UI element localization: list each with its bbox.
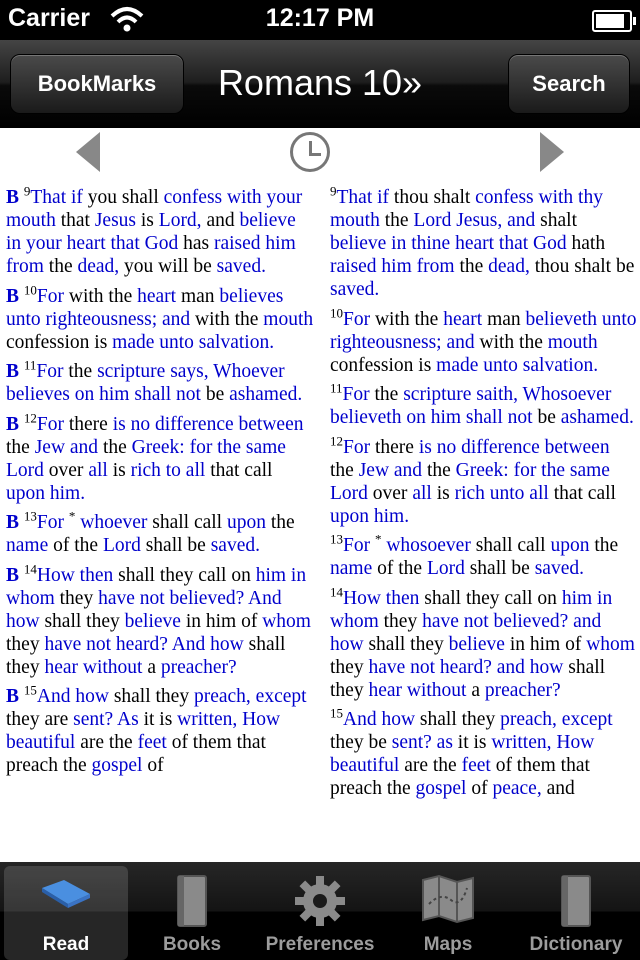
linked-word[interactable]: scripture saith, Whosoever believeth on him shall not (330, 384, 612, 428)
verse-text: that call (205, 459, 273, 481)
bookmark-marker[interactable]: B (6, 187, 24, 208)
verse-text: shall call (470, 535, 551, 556)
linked-word[interactable]: For (36, 512, 69, 533)
linked-word[interactable]: made unto salvation. (112, 331, 275, 353)
linked-word[interactable]: Greek: for the same Lord (6, 436, 286, 481)
linked-word[interactable]: dead, (77, 256, 120, 277)
verse-12-left[interactable] (6, 410, 314, 505)
verse-text: and (201, 210, 240, 231)
linked-word[interactable]: believe in your heart that God (6, 210, 296, 254)
verse-text: of the (372, 558, 427, 579)
linked-word[interactable]: For (343, 308, 371, 330)
history-clock-icon[interactable] (290, 132, 330, 172)
tab-read-label: Read (42, 934, 90, 955)
verse-text: the (6, 436, 35, 458)
verse-text: the (422, 459, 456, 481)
linked-word[interactable]: feet (137, 732, 167, 753)
verse-number: 11 (23, 357, 37, 373)
verse-text: shall they (6, 633, 286, 678)
linked-word[interactable]: hear without (368, 679, 467, 701)
linked-word[interactable]: For (36, 285, 64, 307)
verse-text: shall be (140, 535, 211, 556)
linked-word[interactable]: all (412, 482, 432, 504)
linked-word[interactable]: sent? As (73, 709, 139, 730)
linked-word[interactable]: Greek: for the same Lord (330, 459, 610, 504)
verse-text: is (107, 459, 131, 481)
linked-word[interactable]: heart (443, 308, 483, 330)
tab-preferences-label: Preferences (265, 934, 375, 955)
verse-11-left[interactable] (6, 357, 314, 406)
verse-text: shall they call on (113, 564, 256, 586)
linked-word[interactable]: believeth unto righteousness; and (330, 308, 637, 353)
tab-dictionary-label: Dictionary (529, 934, 623, 955)
linked-word[interactable]: believe (124, 610, 181, 632)
verse-number: 15 (23, 682, 37, 698)
verse-text: a (466, 679, 485, 701)
linked-word[interactable]: him in whom (6, 564, 307, 609)
linked-word[interactable]: How then (36, 564, 114, 586)
verse-text: it is (138, 709, 178, 730)
linked-word[interactable]: sent? as (391, 732, 453, 753)
linked-word[interactable]: upon him. (6, 482, 86, 504)
linked-word[interactable]: preach, except (500, 709, 613, 730)
linked-word[interactable]: have not believed? And how (6, 587, 282, 632)
verse-number: 10 (330, 305, 343, 320)
verse-text: they (378, 610, 423, 632)
verse-number: * (68, 508, 76, 524)
linked-word[interactable]: How then (343, 587, 420, 609)
tab-bar (0, 862, 640, 960)
verse-text: with the (190, 308, 264, 330)
linked-word[interactable]: whosoever (381, 535, 471, 556)
linked-word[interactable]: whom (262, 610, 311, 632)
verse-text: has (178, 233, 214, 254)
linked-word[interactable]: raised him from (330, 256, 455, 277)
linked-word[interactable]: all (88, 459, 108, 481)
verse-text: the (265, 512, 295, 533)
linked-word[interactable]: is no difference between (418, 436, 610, 458)
linked-word[interactable]: upon (226, 512, 266, 533)
linked-word[interactable]: believes unto righteousness; and (6, 285, 284, 330)
tab-maps-label: Maps (423, 934, 473, 955)
battery-icon (592, 10, 632, 32)
linked-word[interactable]: have not heard? and how (368, 656, 564, 678)
verse-13-right[interactable] (330, 531, 638, 580)
linked-word[interactable]: For (343, 436, 371, 458)
verse-13-left[interactable] (6, 508, 314, 557)
linked-word[interactable]: rich unto all (454, 482, 549, 504)
chapter-title[interactable]: Romans 10» (217, 62, 423, 103)
linked-word[interactable]: whom (586, 633, 635, 655)
linked-word[interactable]: rich to all (130, 459, 206, 481)
verse-text: thou shalt (389, 187, 476, 208)
verse-text: with the (63, 285, 138, 307)
verse-text: are the (75, 732, 138, 753)
verse-text: the (589, 535, 619, 556)
verse-text: man (176, 285, 220, 307)
verse-number: 9 (23, 183, 31, 199)
carrier-label: Carrier (8, 4, 90, 32)
gear-icon (293, 874, 347, 933)
verse-text: of them that preach the (330, 755, 590, 799)
navigation-bar (0, 40, 640, 129)
linked-word[interactable]: preach, except (193, 686, 307, 707)
verse-text: shall they (39, 610, 125, 632)
verse-text: be (532, 407, 561, 428)
verse-number: 12 (330, 433, 343, 448)
chapter-toolbar (0, 128, 640, 180)
bookmark-marker[interactable]: B (6, 285, 24, 307)
search-button[interactable]: Search (508, 54, 630, 114)
tab-preferences[interactable] (258, 866, 382, 960)
verse-text: they are (6, 709, 74, 730)
verse-text: of (142, 755, 164, 776)
linked-word[interactable]: have not heard? And how (44, 633, 244, 655)
verse-text: are the (399, 755, 462, 776)
linked-word[interactable]: Jew and (358, 459, 423, 481)
verse-text: they (54, 587, 99, 609)
verse-text: in him of (504, 633, 587, 655)
kjv-translation-column (330, 183, 638, 807)
verse-14-right[interactable] (330, 584, 638, 702)
linked-word[interactable]: mouth (547, 331, 598, 353)
verse-text: the (369, 384, 404, 405)
verse-text: it is (452, 732, 492, 753)
linked-word[interactable]: Lord, (158, 210, 202, 231)
verse-15-right[interactable] (330, 705, 638, 800)
verse-14-left[interactable] (6, 561, 314, 679)
verse-text: hath (566, 233, 606, 254)
verse-15-left[interactable] (6, 682, 314, 777)
verse-text: be (200, 384, 230, 405)
linked-word[interactable]: made unto salvation. (436, 354, 599, 376)
verse-text: of (466, 778, 493, 799)
previous-chapter-icon[interactable] (76, 132, 100, 172)
linked-word[interactable]: gospel (91, 755, 143, 776)
linked-word[interactable]: upon (550, 535, 590, 556)
verse-text: the (330, 459, 359, 481)
verse-text: in him of (180, 610, 263, 632)
linked-word[interactable]: Jesus (94, 210, 137, 231)
tab-maps[interactable] (386, 866, 510, 960)
verse-10-right[interactable] (330, 305, 638, 377)
linked-word[interactable]: Jew and (34, 436, 99, 458)
verse-text: is (136, 210, 159, 231)
verse-text: the (63, 361, 98, 382)
tab-books-label: Books (162, 934, 222, 955)
linked-word[interactable]: scripture says, Whoever believes on him shall not (6, 361, 285, 405)
linked-word[interactable]: written, How beautiful (6, 709, 281, 753)
verse-text: shall be (464, 558, 535, 579)
linked-word[interactable]: written, How beautiful (330, 732, 595, 776)
verse-text: that (55, 210, 95, 231)
linked-word[interactable]: upon him. (330, 505, 410, 527)
bookmark-marker[interactable]: B (6, 564, 24, 586)
verse-number: 12 (23, 410, 37, 425)
next-chapter-icon[interactable] (540, 132, 564, 172)
verse-text: the (43, 256, 78, 277)
verse-text: the (98, 436, 132, 458)
linked-word[interactable]: whoever (75, 512, 148, 533)
verse-12-right[interactable] (330, 433, 638, 528)
verse-9-right[interactable] (330, 183, 638, 301)
verse-text: shall call (147, 512, 227, 533)
verse-text: they be (330, 732, 392, 753)
verse-text: a (142, 656, 161, 678)
linked-word[interactable]: preacher? (484, 679, 561, 701)
linked-word[interactable]: believe in thine heart that God (330, 233, 567, 254)
verse-number: * (374, 531, 382, 547)
linked-word[interactable]: mouth (263, 308, 314, 330)
linked-word[interactable]: feet (461, 755, 491, 776)
bookmark-marker[interactable]: B (6, 361, 24, 382)
linked-word[interactable]: confess with thy mouth (330, 187, 603, 231)
verse-number: 11 (330, 380, 343, 396)
books-icon (172, 874, 212, 935)
linked-word[interactable]: name (6, 535, 49, 556)
linked-word[interactable]: is no difference between (112, 413, 304, 435)
status-bar (0, 0, 640, 40)
verse-text: shall they (108, 686, 194, 707)
verse-text: confession is (330, 354, 437, 376)
book-open-icon (38, 874, 94, 923)
verse-10-left[interactable] (6, 282, 314, 354)
verse-text: they (330, 656, 369, 678)
verse-text: that call (548, 482, 616, 504)
parallel-text-view[interactable] (0, 180, 640, 860)
verse-number: 15 (330, 705, 343, 721)
linked-word[interactable]: dead, (488, 256, 530, 277)
verse-text: they (6, 633, 45, 655)
verse-11-right[interactable] (330, 380, 638, 429)
map-icon (421, 874, 475, 929)
verse-text: the (379, 210, 414, 231)
linked-word[interactable]: For (36, 413, 64, 435)
linked-word[interactable]: have not believed? and how (330, 610, 602, 655)
linked-word[interactable]: That if (336, 187, 390, 208)
verse-text: shall they (330, 656, 606, 701)
verse-text: of them that preach the (6, 732, 266, 776)
verse-text: you will be (119, 256, 217, 277)
linked-word[interactable]: For (36, 361, 64, 382)
verse-number: 9 (330, 183, 337, 199)
linked-word[interactable]: Lord Jesus, and (413, 210, 536, 231)
verse-text: shalt (535, 210, 577, 231)
tab-read[interactable] (4, 866, 128, 960)
verse-text: over (367, 482, 413, 504)
linked-word[interactable]: name (330, 558, 373, 579)
modern-translation-column (6, 183, 314, 784)
verse-text: shall they (363, 633, 449, 655)
linked-word[interactable]: For (343, 535, 375, 556)
linked-word[interactable]: saved. (534, 558, 584, 579)
verse-number: 10 (23, 282, 37, 297)
linked-word[interactable]: That if (30, 187, 83, 208)
verse-text: thou shalt be (529, 256, 635, 277)
verse-text: confession is (6, 331, 113, 353)
bookmark-marker[interactable]: B (6, 413, 24, 435)
tab-dictionary[interactable] (514, 866, 638, 960)
clock-time: 12:17 PM (265, 4, 375, 32)
linked-word[interactable]: ashamed. (229, 384, 303, 405)
verse-number: 14 (330, 584, 343, 599)
bookmark-marker[interactable]: B (6, 512, 24, 533)
linked-word[interactable]: And how (36, 686, 109, 707)
linked-word[interactable]: heart (137, 285, 177, 307)
verse-text: over (43, 459, 89, 481)
verse-text: there (63, 413, 113, 435)
linked-word[interactable]: saved. (210, 535, 260, 556)
linked-word[interactable]: saved. (216, 256, 266, 277)
linked-word[interactable]: peace, (492, 778, 542, 799)
linked-word[interactable]: gospel (415, 778, 467, 799)
verse-text: and (541, 778, 575, 799)
linked-word[interactable]: And how (343, 709, 416, 730)
verse-text: shall they call on (419, 587, 562, 609)
verse-text: the (454, 256, 489, 277)
verse-text: of the (48, 535, 103, 556)
linked-word[interactable]: ashamed. (560, 407, 634, 428)
linked-word[interactable]: Lord (426, 558, 465, 579)
verse-number: 14 (23, 561, 37, 576)
linked-word[interactable]: raised him from (6, 233, 296, 277)
bookmark-marker[interactable]: B (6, 686, 24, 707)
linked-word[interactable]: hear without (44, 656, 143, 678)
linked-word[interactable]: confess with your mouth (6, 187, 303, 231)
dictionary-icon (556, 874, 596, 935)
linked-word[interactable]: preacher? (160, 656, 237, 678)
verse-text: shall they (415, 709, 501, 730)
verse-9-left[interactable] (6, 183, 314, 278)
verse-text: with the (474, 331, 548, 353)
verse-number: 13 (23, 508, 37, 524)
linked-word[interactable]: saved. (330, 279, 380, 300)
verse-text: is (431, 482, 455, 504)
tab-books[interactable] (130, 866, 254, 960)
verse-text: you shall (82, 187, 164, 208)
linked-word[interactable]: him in whom (330, 587, 613, 632)
bookmarks-button[interactable]: BookMarks (10, 54, 184, 114)
verse-text: there (370, 436, 419, 458)
linked-word[interactable]: For (342, 384, 370, 405)
linked-word[interactable]: believe (448, 633, 505, 655)
verse-number: 13 (330, 531, 343, 547)
verse-text: with the (370, 308, 444, 330)
linked-word[interactable]: Lord (102, 535, 141, 556)
verse-text: man (482, 308, 526, 330)
